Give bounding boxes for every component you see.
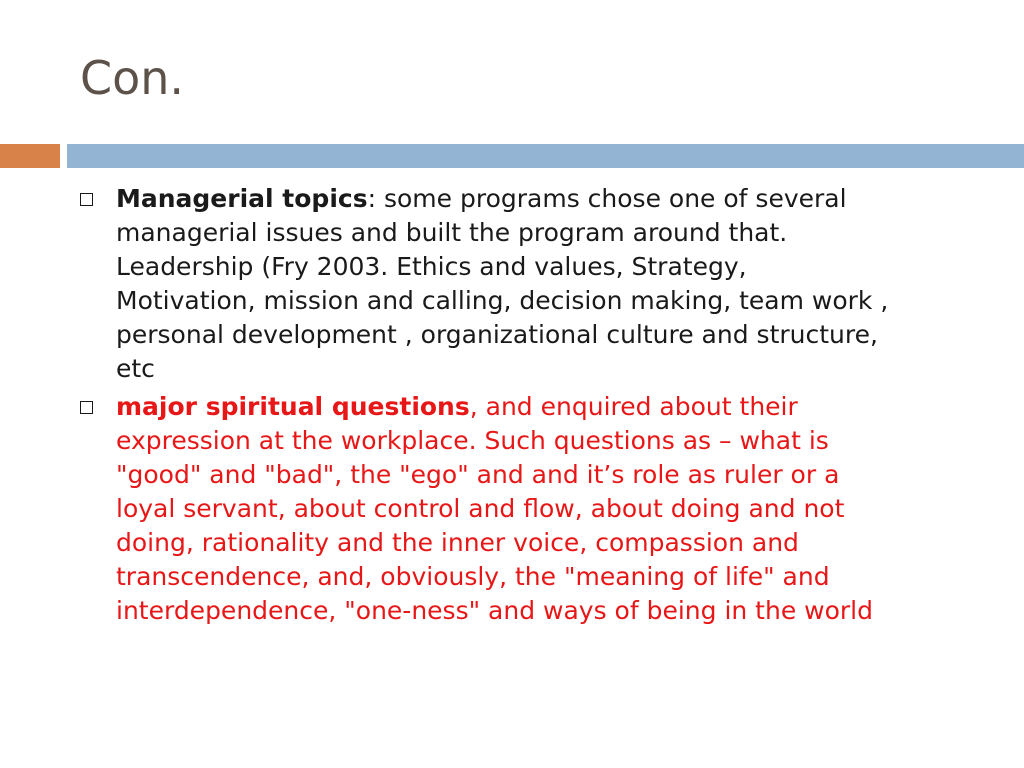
bullet-text: , and enquired about their <box>469 392 798 421</box>
bullet-line: "good" and "bad", the "ego" and and it’s role as ruler or a <box>116 460 840 489</box>
bullet-managerial-topics <box>80 182 980 386</box>
bullet-line: interdependence, "one-ness" and ways of being in the world <box>116 596 873 625</box>
accent-bar-blue <box>67 144 1024 168</box>
bullet-text: : some programs chose one of several <box>367 184 847 213</box>
bullet-spiritual-questions <box>80 390 980 628</box>
bullet-line: Motivation, mission and calling, decision making, team work , <box>116 286 889 315</box>
accent-bar-orange <box>0 144 60 168</box>
bullet-line: expression at the workplace. Such questions as – what is <box>116 426 829 455</box>
slide-content <box>80 182 980 632</box>
bullet-line: managerial issues and built the program around that. <box>116 218 788 247</box>
bullet-lead: major spiritual questions <box>116 392 470 421</box>
bullet-line: transcendence, and, obviously, the "meaning of life" and <box>116 562 830 591</box>
square-bullet-icon <box>80 193 93 206</box>
bullet-line: Leadership (Fry 2003. Ethics and values, Strategy, <box>116 252 747 281</box>
bullet-line <box>116 182 980 216</box>
square-bullet-icon <box>80 401 93 414</box>
bullet-line: etc <box>116 354 155 383</box>
slide-title: Con. <box>80 51 185 105</box>
bullet-line: loyal servant, about control and flow, about doing and not <box>116 494 845 523</box>
bullet-line: doing, rationality and the inner voice, compassion and <box>116 528 799 557</box>
bullet-line <box>116 390 980 424</box>
bullet-lead: Managerial topics <box>116 184 368 213</box>
bullet-line: personal development , organizational culture and structure, <box>116 320 878 349</box>
